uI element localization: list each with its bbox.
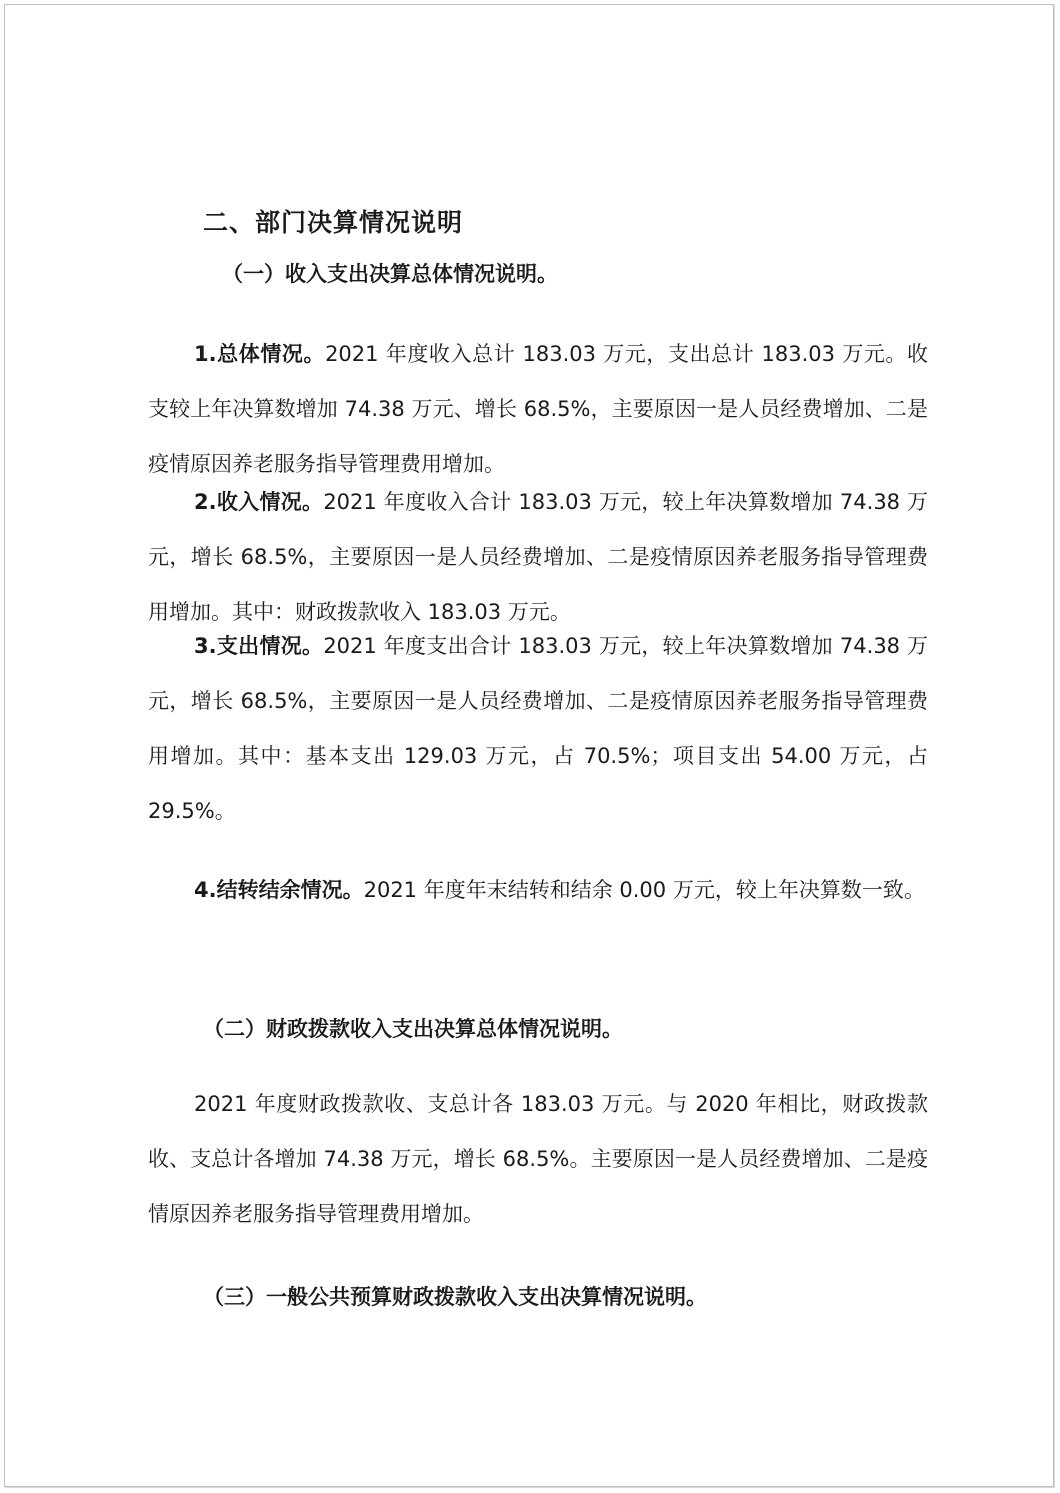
subsection-title-1: （一）收入支出决算总体情况说明。	[222, 262, 558, 286]
subsection-title-2: （二）财政拨款收入支出决算总体情况说明。	[203, 1017, 623, 1041]
paragraph-text: 2021 年度收入总计 183.03 万元，支出总计 183.03 万元。收支较上年决算数增加 74.38 万元、增长 68.5%，主要原因一是人员经费增加、二是疫情原因养老服务指导管理费用增加。	[148, 342, 928, 476]
paragraph-fiscal-total	[148, 1077, 928, 1242]
section-title: 二、部门决算情况说明	[203, 208, 464, 237]
paragraph-lead: 4.结转结余情况。	[194, 878, 364, 902]
paragraph-overall	[148, 327, 928, 492]
paragraph-text: 2021 年度支出合计 183.03 万元，较上年决算数增加 74.38 万元，增长 68.5%，主要原因一是人员经费增加、二是疫情原因养老服务指导管理费用增加。其中：基本支出 129.03 万元，占 70.5%；项目支出 54.00 万元，占 29.5%。	[148, 634, 929, 823]
paragraph-income	[148, 475, 928, 640]
paragraph-lead: 2.收入情况。	[194, 490, 324, 514]
paragraph-text: 2021 年度财政拨款收、支总计各 183.03 万元。与 2020 年相比，财政拨款收、支总计各增加 74.38 万元，增长 68.5%。主要原因一是人员经费增加、二是疫情原因养老服务指导管理费用增加。	[148, 1092, 928, 1226]
subsection-title-3: （三）一般公共预算财政拨款收入支出决算情况说明。	[203, 1285, 707, 1309]
paragraph-lead: 3.支出情况。	[194, 634, 324, 658]
paragraph-text: 2021 年度年末结转和结余 0.00 万元，较上年决算数一致。	[363, 878, 925, 902]
paragraph-text: 2021 年度收入合计 183.03 万元，较上年决算数增加 74.38 万元，增长 68.5%，主要原因一是人员经费增加、二是疫情原因养老服务指导管理费用增加。其中：财政拨款收入 183.03 万元。	[148, 490, 929, 624]
paragraph-expenditure	[148, 619, 928, 839]
paragraph-carryover	[148, 863, 928, 918]
paragraph-lead: 1.总体情况。	[194, 342, 326, 366]
